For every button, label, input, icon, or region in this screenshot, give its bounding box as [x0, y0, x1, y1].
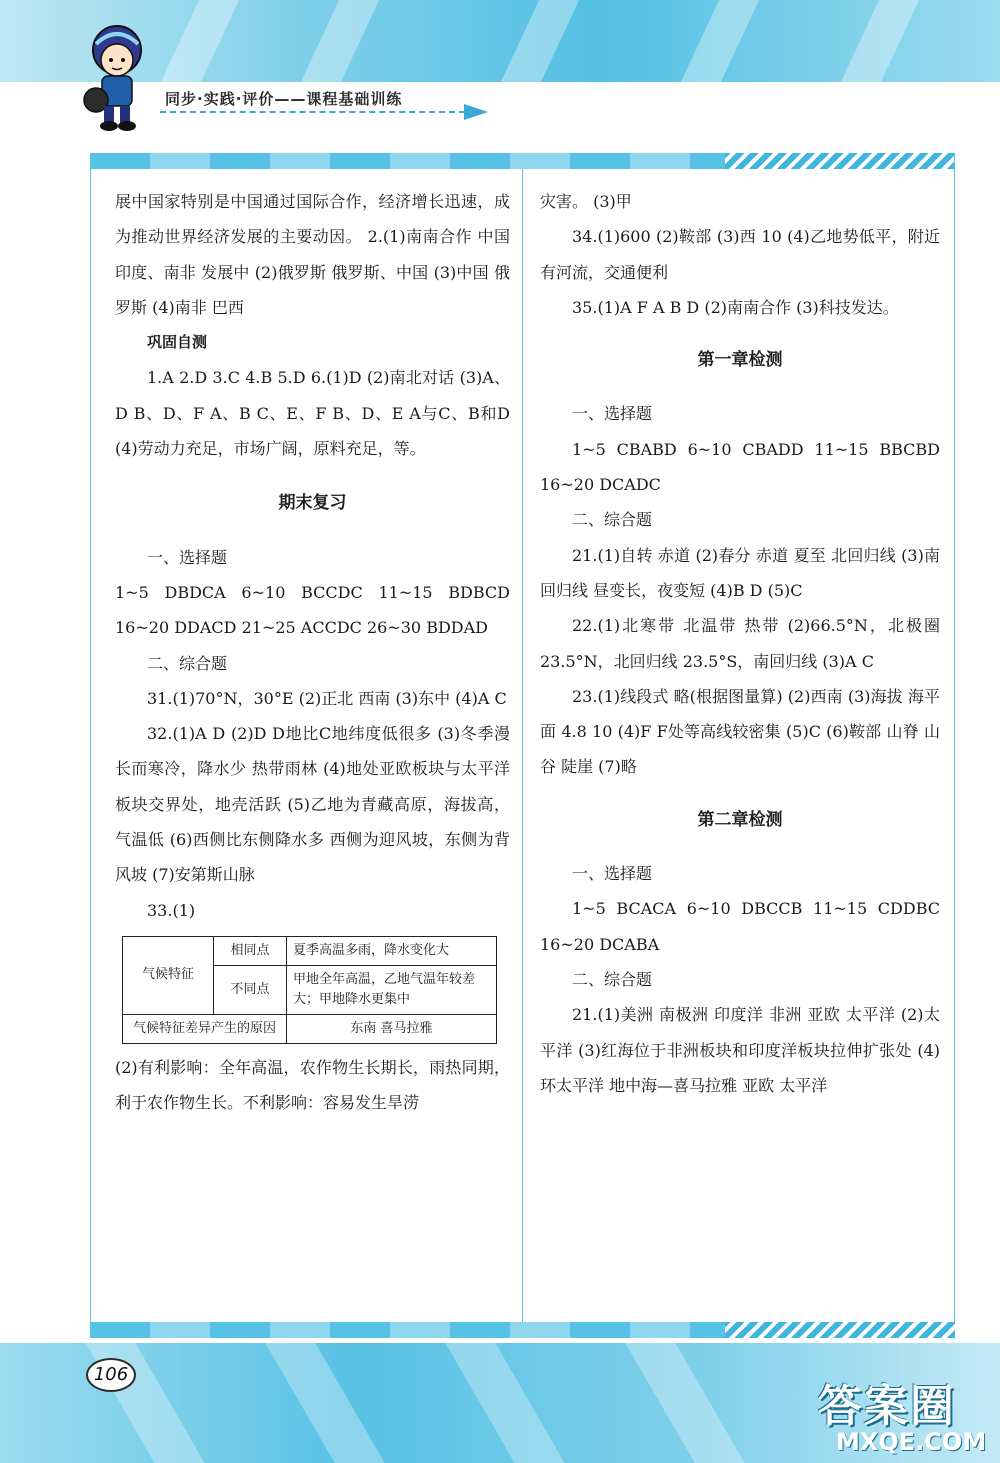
ch2-choice-answers: 1~5 BCACA 6~10 DBCCB 11~15 CDDBC 16~20 DCABA [540, 899, 940, 954]
watermark-logo: 答案圈 [818, 1381, 956, 1432]
chapter2-test-title: 第二章检测 [697, 809, 783, 830]
ch2-choice-title: 一、选择题 [572, 864, 653, 884]
title-rule [160, 111, 465, 113]
comprehensive-section-title: 二、综合题 [147, 653, 228, 673]
choice-answers: 1~5 DBDCA 6~10 BCCDC 11~15 BDBCD 16~20 DDACD 21~25 ACCDC 26~30 BDDAD [115, 582, 510, 638]
table-cell-same-text: 夏季高温多雨，降水变化大 [287, 936, 497, 965]
answer-q33-label: 33.(1) [147, 900, 196, 920]
final-review-title: 期末复习 [278, 493, 347, 514]
answer-q33-part2: (2)有利影响：全年高温，农作物生长期长，雨热同期，利于农作物生长。不利影响：容易发生旱涝 [115, 1057, 510, 1113]
frame-right-border [954, 153, 955, 1338]
ch1-choice-title: 一、选择题 [572, 404, 653, 424]
mascot-icon [82, 20, 152, 132]
review-answers: 1.A 2.D 3.C 4.B 5.D 6.(1)D (2)南北对话 (3)A、D B、D、F A、B C、E、F B、D、E A与C、B和D (4)劳动力充足，市场广阔，原料充足，等。 [115, 368, 510, 459]
frame-left-border [90, 153, 91, 1338]
table-cell-diff-text: 甲地全年高温，乙地气温年较差大；甲地降水更集中 [287, 965, 497, 1014]
column-divider [522, 169, 523, 1322]
table-cell-climate: 气候特征 [123, 936, 214, 1014]
climate-table [122, 936, 497, 1044]
frame-bottom-border [90, 1322, 955, 1338]
page-number: 106 [86, 1358, 136, 1392]
table-cell-diff-label: 不同点 [214, 965, 287, 1014]
table-cell-reason-text: 东南 喜马拉雅 [287, 1014, 497, 1043]
continued-paragraph: 展中国家特别是中国通过国际合作，经济增长迅速，成为推动世界经济发展的主要动因。 2.(1)南南合作 中国 印度、南非 发展中 (2)俄罗斯 俄罗斯、中国 (3)中国 俄罗斯 (4)南非 巴西 [115, 192, 510, 317]
frame-top-border [90, 153, 955, 169]
continued-answer: 灾害。 (3)甲 [540, 192, 632, 211]
ch1-choice-answers: 1~5 CBABD 6~10 CBADD 11~15 BBCBD 16~20 DCADC [540, 439, 940, 495]
answer-q31: 31.(1)70°N，30°E (2)正北 西南 (3)东中 (4)A C [147, 688, 507, 708]
table-cell-reason-label: 气候特征差异产生的原因 [123, 1014, 287, 1043]
table-cell-same-label: 相同点 [214, 936, 287, 965]
right-column [540, 184, 940, 1103]
ch1-answer-q22: 22.(1)北寒带 北温带 热带 (2)66.5°N，北极圈 23.5°N，北回归线 23.5°S，南回归线 (3)A C [540, 616, 940, 671]
answer-q34: 34.(1)600 (2)鞍部 (3)西 10 (4)乙地势低平，附近有河流，交通便利 [540, 227, 940, 282]
chapter1-test-title: 第一章检测 [697, 350, 783, 371]
review-subheading: 巩固自测 [147, 333, 208, 352]
ch2-comprehensive-title: 二、综合题 [572, 969, 653, 989]
choice-section-title: 一、选择题 [147, 547, 228, 567]
ch2-answer-q21: 21.(1)美洲 南极洲 印度洋 非洲 亚欧 太平洋 (2)太平洋 (3)红海位于非洲板块和印度洋板块拉伸扩张处 (4)环太平洋 地中海—喜马拉雅 亚欧 太平洋 [540, 1005, 940, 1095]
watermark-url: MXQE.COM [836, 1428, 987, 1456]
ch1-answer-q21: 21.(1)自转 赤道 (2)春分 赤道 夏至 北回归线 (3)南回归线 昼变长，夜变短 (4)B D (5)C [540, 545, 940, 600]
series-title: 同步·实践·评价——课程基础训练 [165, 90, 403, 108]
ch1-comprehensive-title: 二、综合题 [572, 510, 653, 530]
left-column [115, 184, 510, 1121]
arrow-icon [464, 104, 488, 120]
answer-q35: 35.(1)A F A B D (2)南南合作 (3)科技发达。 [572, 297, 899, 317]
answer-q32: 32.(1)A D (2)D D地比C地纬度低很多 (3)冬季漫长而寒冷，降水少 热带雨林 (4)地处亚欧板块与太平洋板块交界处，地壳活跃 (5)乙地为青藏高原，海拔高，气温低 (6)西侧比东侧降水多 西侧为迎风坡，东侧为背风坡 (7)安第斯山脉 [115, 724, 510, 885]
ch1-answer-q23: 23.(1)线段式 略(根据图量算) (2)西南 (3)海拔 海平面 4.8 10 (4)F F处等高线较密集 (5)C (6)鞍部 山脊 山谷 陡崖 (7)略 [540, 686, 940, 777]
